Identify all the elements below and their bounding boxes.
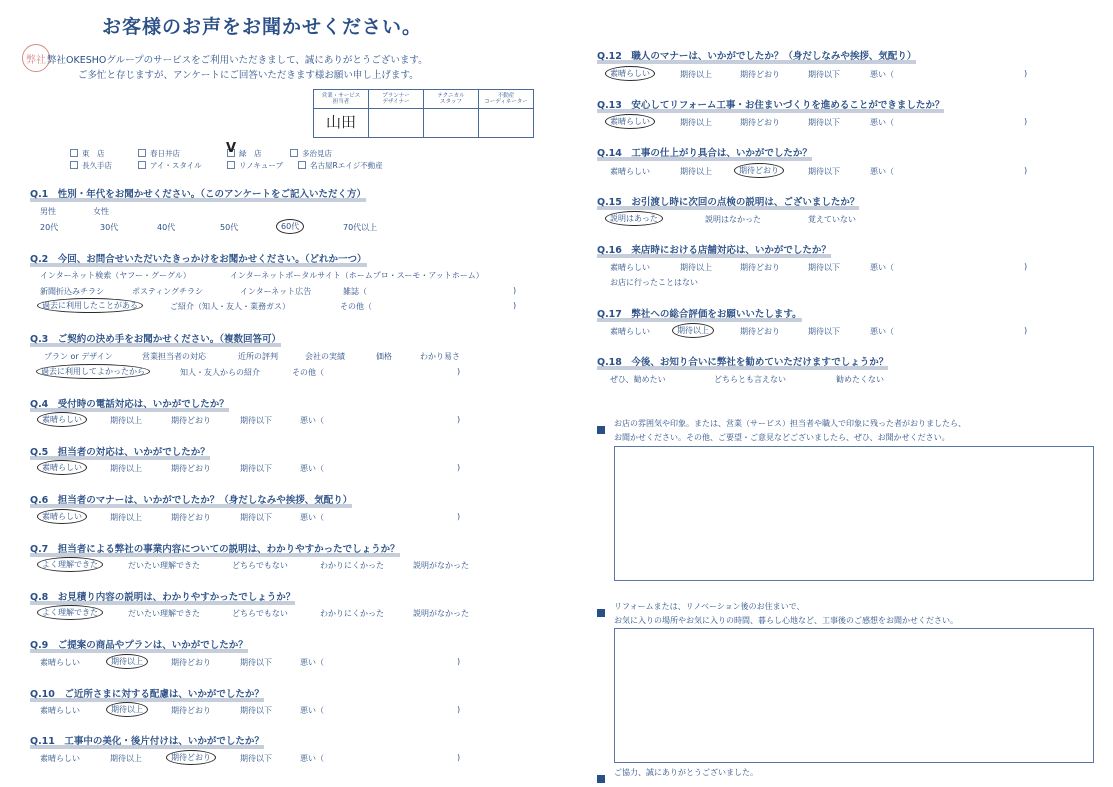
question-title: Q.12 職人のマナーは、いかがでしたか？（身だしなみや挨拶、気配り）	[597, 51, 917, 62]
question-underline	[597, 60, 916, 64]
option[interactable]: 期待以上	[110, 754, 142, 763]
question-underline	[30, 504, 352, 508]
question-underline	[30, 343, 281, 347]
question-title: Q.18 今後、お知り合いに弊社を勧めていただけますでしょうか？	[597, 357, 889, 368]
option[interactable]: 期待以下	[240, 706, 272, 715]
company-stamp: 弊社	[22, 44, 50, 72]
staff-name-planner[interactable]	[369, 109, 424, 138]
option-selected[interactable]: 60代	[276, 219, 304, 234]
question-underline	[597, 157, 812, 161]
question-title: Q.4 受付時の電話対応は、いかがでしたか？	[30, 399, 229, 410]
question-title: Q.9 ご提案の商品やプランは、いかがでしたか？	[30, 640, 248, 651]
option[interactable]: 悪い（	[870, 70, 894, 79]
option-close: )	[457, 705, 461, 714]
checkbox[interactable]	[70, 149, 78, 157]
question-title: Q.10 ご近所さまに対する配慮は、いかがでしたか？	[30, 689, 264, 700]
question-underline	[597, 318, 802, 322]
comment1-prompt-line2: お聞かせください。その他、ご要望・ご意見などございましたら、ぜひ、お聞かせください。	[614, 433, 950, 442]
comment2-prompt-line1: リフォームまたは、リノベーション後のお住まいで、	[614, 602, 805, 611]
option[interactable]: 価格	[376, 352, 392, 361]
option-close: )	[457, 367, 461, 376]
option[interactable]: 期待以上	[680, 70, 712, 79]
store-option[interactable]: アイ・スタイル	[138, 160, 202, 171]
question-title: Q.6 担当者のマナーは、いかがでしたか？（身だしなみや挨拶、気配り）	[30, 495, 353, 506]
option[interactable]: 男性	[40, 207, 56, 216]
staff-name-realestate[interactable]	[479, 109, 534, 138]
question-title: Q.17 弊社への総合評価をお願いいたします。	[597, 309, 802, 320]
store-option[interactable]: 春日井店	[138, 148, 180, 159]
option[interactable]: その他（	[292, 368, 324, 377]
option-close: )	[513, 301, 517, 310]
option[interactable]: 期待以下	[808, 327, 840, 336]
option-selected[interactable]: 素晴らしい	[37, 412, 87, 427]
staff-name-sales[interactable]: 山田	[314, 109, 369, 138]
option[interactable]: 期待以下	[240, 658, 272, 667]
option[interactable]: だいたい理解できた	[128, 609, 200, 618]
option[interactable]: 覚えていない	[808, 215, 856, 224]
comment2-textarea[interactable]	[614, 628, 1094, 763]
option-close: )	[457, 463, 461, 472]
question-underline	[597, 366, 888, 370]
option[interactable]: 期待どおり	[740, 70, 780, 79]
option[interactable]: ご紹介（知人・友人・業務ガス）	[170, 302, 290, 311]
question-underline	[30, 456, 210, 460]
store-option-checked[interactable]: 緑 店	[227, 148, 262, 159]
staff-header-planner: プランナー デザイナー	[369, 90, 424, 109]
option[interactable]: 30代	[100, 223, 119, 232]
option[interactable]: 近所の評判	[238, 352, 278, 361]
question-title: Q.5 担当者の対応は、いかがでしたか？	[30, 447, 210, 458]
option[interactable]: プラン or デザイン	[44, 352, 113, 361]
option[interactable]: 営業担当者の対応	[142, 352, 206, 361]
option-selected[interactable]: 素晴らしい	[37, 509, 87, 524]
option-close: )	[457, 657, 461, 666]
option[interactable]: 素晴らしい	[40, 658, 80, 667]
option[interactable]: 悪い（	[870, 118, 894, 127]
option-selected[interactable]: 素晴らしい	[605, 66, 655, 81]
option[interactable]: 素晴らしい	[610, 167, 650, 176]
option[interactable]: 期待以下	[240, 513, 272, 522]
option-close: )	[1024, 69, 1028, 78]
option-selected[interactable]: よく理解できた	[37, 605, 103, 620]
question-title: Q.2 今回、お問合せいただいたきっかけをお聞かせください。（どれか一つ）	[30, 254, 367, 265]
option[interactable]: 50代	[220, 223, 239, 232]
option-selected[interactable]: 期待以上	[672, 323, 714, 338]
question-underline	[30, 745, 264, 749]
checkbox[interactable]	[290, 149, 298, 157]
question-title: Q.7 担当者による弊社の事業内容についての説明は、わかりやすかったでしょうか？	[30, 544, 400, 555]
bullet-square-icon	[597, 418, 605, 437]
option[interactable]: 期待以上	[680, 118, 712, 127]
option[interactable]: 女性	[93, 207, 109, 216]
thanks-text: ご協力、誠にありがとうございました。	[614, 768, 758, 777]
option-selected[interactable]: 過去に利用してよかったから	[36, 364, 150, 379]
option[interactable]: お店に行ったことはない	[610, 278, 698, 287]
option[interactable]: 素晴らしい	[40, 706, 80, 715]
question-underline	[30, 601, 295, 605]
staff-table	[313, 89, 534, 138]
check-mark-icon: V	[226, 141, 237, 156]
option[interactable]: ポスティングチラシ	[132, 287, 204, 296]
checkbox[interactable]	[298, 161, 306, 169]
staff-header-sales: 営業・サービス 担当者	[314, 90, 369, 109]
question-title: Q.8 お見積り内容の説明は、わかりやすかったでしょうか？	[30, 592, 296, 603]
option-selected[interactable]: 期待どおり	[166, 750, 216, 765]
option[interactable]: 説明がなかった	[413, 561, 469, 570]
option-selected[interactable]: 素晴らしい	[605, 114, 655, 129]
option-close: )	[1024, 166, 1028, 175]
option[interactable]: 期待以下	[808, 70, 840, 79]
question-title: Q.16 来店時における店舗対応は、いかがでしたか？	[597, 245, 831, 256]
question-title: Q.11 工事中の美化・後片付けは、いかがでしたか？	[30, 736, 264, 747]
store-option[interactable]: 多治見店	[290, 148, 332, 159]
staff-header-technical: テクニカル スタッフ	[424, 90, 479, 109]
option[interactable]: インターネット広告	[240, 287, 312, 296]
question-underline	[30, 698, 264, 702]
option-close: )	[457, 415, 461, 424]
option-close: )	[513, 286, 517, 295]
staff-header-realestate: 不動産 コーディネーター	[479, 90, 534, 109]
option[interactable]: 期待どおり	[171, 416, 211, 425]
option[interactable]: 20代	[40, 223, 59, 232]
option[interactable]: 説明はなかった	[705, 215, 761, 224]
store-option[interactable]: 長久手店	[70, 160, 112, 171]
option[interactable]: わかり易さ	[420, 352, 460, 361]
checkbox[interactable]	[70, 161, 78, 169]
option-selected[interactable]: 期待以上	[106, 702, 148, 717]
option[interactable]: 悪い（	[300, 754, 324, 763]
option[interactable]: わかりにくかった	[320, 561, 384, 570]
option[interactable]: 悪い（	[870, 263, 894, 272]
option[interactable]: 知人・友人からの紹介	[180, 368, 260, 377]
option[interactable]: 悪い（	[870, 167, 894, 176]
option-close: )	[1024, 326, 1028, 335]
option[interactable]: 期待どおり	[740, 263, 780, 272]
option[interactable]: インターネット検索（ヤフー・グーグル）	[40, 271, 191, 280]
option[interactable]: 説明がなかった	[413, 609, 469, 618]
option[interactable]: 40代	[157, 223, 176, 232]
option[interactable]: 期待どおり	[171, 513, 211, 522]
option[interactable]: 期待以下	[808, 167, 840, 176]
option-close: )	[1024, 262, 1028, 271]
option[interactable]: 期待どおり	[740, 118, 780, 127]
option[interactable]: 期待以上	[680, 167, 712, 176]
bullet-square-icon	[597, 601, 605, 620]
option-close: )	[457, 512, 461, 521]
option[interactable]: だいたい理解できた	[128, 561, 200, 570]
question-underline	[597, 206, 859, 210]
option[interactable]: どちらとも言えない	[714, 375, 786, 384]
store-option[interactable]: 東 店	[70, 148, 105, 159]
option[interactable]: 会社の実績	[305, 352, 345, 361]
question-underline	[30, 263, 367, 267]
option-selected[interactable]: 期待どおり	[734, 163, 784, 178]
question-title: Q.15 お引渡し時に次回の点検の説明は、ございましたか？	[597, 197, 860, 208]
option[interactable]: 期待どおり	[171, 706, 211, 715]
option[interactable]: 素晴らしい	[40, 754, 80, 763]
checkbox[interactable]	[138, 161, 146, 169]
question-underline	[30, 649, 248, 653]
option-selected[interactable]: 素晴らしい	[37, 460, 87, 475]
checkbox[interactable]	[138, 149, 146, 157]
survey-title: お客様のお声をお聞かせください。	[102, 16, 423, 38]
option[interactable]: 勧めたくない	[836, 375, 884, 384]
question-underline	[30, 408, 229, 412]
option[interactable]: 期待以下	[240, 464, 272, 473]
bullet-square-icon	[597, 767, 605, 786]
question-title: Q.3 ご契約の決め手をお聞かせください。（複数回答可）	[30, 334, 282, 345]
checkbox[interactable]	[227, 161, 235, 169]
option-close: )	[457, 753, 461, 762]
option[interactable]: 期待以上	[680, 263, 712, 272]
option[interactable]: その他（	[340, 302, 372, 311]
comment1-prompt-line1: お店の雰囲気や印象。または、営業（サービス）担当者や職人で印象に残った者がおりましたら、	[614, 419, 966, 428]
option[interactable]: 期待以下	[808, 263, 840, 272]
option-selected[interactable]: よく理解できた	[37, 557, 103, 572]
option[interactable]: 期待以下	[808, 118, 840, 127]
staff-name-technical[interactable]	[424, 109, 479, 138]
question-underline	[597, 254, 831, 258]
option[interactable]: 悪い（	[300, 706, 324, 715]
option[interactable]: 期待以下	[240, 754, 272, 763]
option[interactable]: インターネットポータルサイト（ホームプロ・スーモ・アットホーム）	[230, 271, 484, 280]
comment2-prompt-line2: お気に入りの場所やお気に入りの時間、暮らし心地など、工事後のご感想をお聞かせください。	[614, 616, 958, 625]
question-title: Q.13 安心してリフォーム工事・お住まいづくりを進めることができましたか？	[597, 100, 945, 111]
intro-line-1: 弊社OKESHOグループのサービスをご利用いただきまして、誠にありがとうございます。	[47, 55, 428, 66]
option[interactable]: どちらでもない	[232, 609, 288, 618]
option[interactable]: 期待以上	[110, 464, 142, 473]
option[interactable]: 期待以下	[240, 416, 272, 425]
option[interactable]: 期待以上	[110, 513, 142, 522]
option-close: )	[1024, 117, 1028, 126]
option[interactable]: 悪い（	[870, 327, 894, 336]
option-selected[interactable]: 説明はあった	[605, 211, 663, 226]
option-selected[interactable]: 過去に利用したことがある	[37, 298, 143, 313]
option[interactable]: 70代以上	[343, 223, 378, 232]
option[interactable]: 新聞折込みチラシ	[40, 287, 104, 296]
option[interactable]: 雑誌（	[343, 287, 367, 296]
option[interactable]: 悪い（	[300, 464, 324, 473]
option[interactable]: 期待どおり	[740, 327, 780, 336]
question-underline	[30, 553, 400, 557]
option[interactable]: 期待どおり	[171, 464, 211, 473]
intro-line-2: ご多忙と存じますが、アンケートにご回答いただきます様お願い申し上げます。	[78, 70, 419, 81]
option[interactable]: ぜひ、勧めたい	[610, 375, 666, 384]
option[interactable]: わかりにくかった	[320, 609, 384, 618]
question-title: Q.1 性別・年代をお聞かせください。（このアンケートをご記入いただく方）	[30, 189, 366, 200]
store-option[interactable]: リノキューブ	[227, 160, 283, 171]
option[interactable]: 悪い（	[300, 658, 324, 667]
option[interactable]: どちらでもない	[232, 561, 288, 570]
store-option[interactable]: 名古屋Rエイジ不動産	[298, 160, 383, 171]
question-underline	[597, 109, 944, 113]
option-selected[interactable]: 期待以上	[106, 654, 148, 669]
option[interactable]: 期待どおり	[171, 658, 211, 667]
option[interactable]: 素晴らしい	[610, 263, 650, 272]
question-title: Q.14 工事の仕上がり具合は、いかがでしたか？	[597, 148, 812, 159]
comment1-textarea[interactable]	[614, 446, 1094, 581]
option[interactable]: 期待以上	[110, 416, 142, 425]
option[interactable]: 悪い（	[300, 513, 324, 522]
option[interactable]: 素晴らしい	[610, 327, 650, 336]
option[interactable]: 悪い（	[300, 416, 324, 425]
